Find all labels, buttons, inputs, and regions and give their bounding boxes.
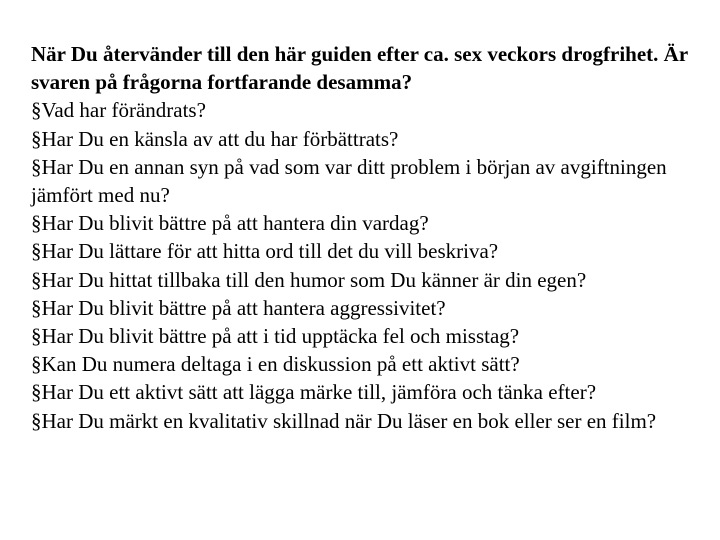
slide-heading: När Du återvänder till den här guiden efter ca. sex veckors drogfrihet. Är svaren på frågorna fortfarande desamma? bbox=[31, 42, 688, 95]
question-text: Har Du märkt en kvalitativ skillnad när Du läser en bok eller ser en film? bbox=[41, 408, 657, 433]
bullet-icon: § bbox=[31, 295, 42, 320]
question-text: Har Du hittat tillbaka till den humor som Du känner är din egen? bbox=[41, 267, 587, 292]
question-text: Har Du ett aktivt sätt att lägga märke till, jämföra och tänka efter? bbox=[41, 380, 597, 405]
list-item bbox=[31, 96, 706, 124]
list-item bbox=[31, 266, 706, 294]
list-item bbox=[31, 407, 706, 435]
question-text: Kan Du numera deltaga i en diskussion på ett aktivt sätt? bbox=[41, 352, 520, 377]
bullet-icon: § bbox=[31, 352, 42, 377]
question-text: Har Du lättare för att hitta ord till det du vill beskriva? bbox=[41, 239, 499, 264]
bullet-icon: § bbox=[31, 211, 42, 236]
question-text: Har Du en känsla av att du har förbättrats? bbox=[41, 126, 399, 151]
bullet-icon: § bbox=[31, 154, 42, 179]
slide-content bbox=[31, 40, 706, 435]
bullet-icon: § bbox=[31, 126, 42, 151]
question-text: Har Du blivit bättre på att hantera aggressivitet? bbox=[41, 295, 446, 320]
list-item bbox=[31, 294, 706, 322]
list-item bbox=[31, 350, 706, 378]
bullet-icon: § bbox=[31, 408, 42, 433]
list-item bbox=[31, 125, 706, 153]
bullet-icon: § bbox=[31, 98, 42, 123]
list-item bbox=[31, 237, 706, 265]
bullet-icon: § bbox=[31, 324, 42, 349]
bullet-icon: § bbox=[31, 380, 42, 405]
list-item bbox=[31, 209, 706, 237]
question-text: Har Du blivit bättre på att hantera din vardag? bbox=[41, 211, 429, 236]
question-list bbox=[31, 96, 706, 434]
question-text: Har Du blivit bättre på att i tid upptäcka fel och misstag? bbox=[41, 324, 520, 349]
bullet-icon: § bbox=[31, 239, 42, 264]
question-text: Har Du en annan syn på vad som var ditt problem i början av avgiftningen jämfört med nu? bbox=[31, 154, 667, 208]
bullet-icon: § bbox=[31, 267, 42, 292]
list-item bbox=[31, 153, 706, 209]
list-item bbox=[31, 378, 706, 406]
list-item bbox=[31, 322, 706, 350]
question-text: Vad har förändrats? bbox=[41, 98, 206, 123]
